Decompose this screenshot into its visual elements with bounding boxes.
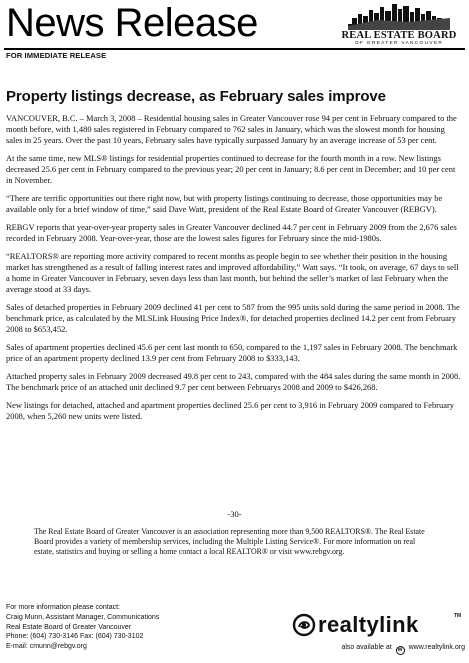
logo-name: REAL ESTATE BOARD xyxy=(341,30,457,41)
paragraph: At the same time, new MLS® listings for residential properties continued to decrease for the fourth month in a row. New listings decreased 25.6 per cent in February compared to the previous year; 20 per cent in January; 8.6 per cent in December; and 10 per cent in November. xyxy=(6,153,456,185)
end-marker: -30- xyxy=(227,509,242,519)
logo-subtitle: OF GREATER VANCOUVER xyxy=(354,41,444,46)
available-prefix: also available at xyxy=(341,644,392,651)
realtylink-logo xyxy=(292,613,462,639)
page-header xyxy=(0,0,469,62)
paragraph: New listings for detached, attached and apartment properties declined 25.6 per cent to 3,916 in February 2009 compared to February 2008, when 5,260 new units were listed. xyxy=(6,400,454,421)
contact-heading: For more information please contact: xyxy=(6,604,120,611)
paragraph: Attached property sales in February 2009 decreased 49.8 per cent to 243, compared with the 484 sales during the same month in 2008. The benchmark price of an attached unit declined 9.7 per cent between Februarys 2008 and 2009 to $426,268. xyxy=(6,371,461,392)
paragraph: VANCOUVER, B.C. – March 3, 2008 – Residential housing sales in Greater Vancouver rose 94 per cent in February compared to the month before, with 1,480 sales registered in February compared to 762 sales in January, which was the slowest month for housing sales in 25 years. Over the past 10 years, February sales have typically surpassed January by an average increase of 53 per cent. xyxy=(6,113,457,145)
available-url[interactable]: www.realtylink.org xyxy=(408,644,465,651)
news-release-title: News Release xyxy=(6,1,258,45)
contact-email: E-mail: cmunn@rebgv.org xyxy=(6,643,87,651)
skyline-logo-icon xyxy=(348,4,450,30)
rebgv-logo xyxy=(336,4,462,46)
release-label: FOR IMMEDIATE RELEASE xyxy=(6,51,107,60)
paragraph: “There are terrific opportunities out there right now, but with property listings continuing to decrease, those opportunities may be available only for a brief window of time,” said Dave Watt, president of the Real Estate Board of Greater Vancouver (REBGV). xyxy=(6,193,443,214)
web-icon: w xyxy=(396,646,405,655)
contact-phone: Phone: (604) 730-3146 Fax: (604) 730-3102 xyxy=(6,633,144,641)
realtylink-wordmark: realtylink xyxy=(318,612,419,637)
realtylink-swirl-icon xyxy=(292,613,316,637)
paragraph: REBGV reports that year-over-year property sales in Greater Vancouver declined 44.7 per cent in February 2009 from the 2,676 sales recorded in February 2008. Year-over-year, those are the lowest sales figures for February since the mid-1980s. xyxy=(6,222,457,243)
paragraph: “REALTORS® are reporting more activity compared to recent months as people begin to see whether their position in the housing market has strengthened as a result of falling interest rates and improved affordability,” Watt says. “It took, on average, 67 days to sell a home in Greater Vancouver in February, seven days less than last month, but behind the seller’s market of last February when the average stood at 33 days. xyxy=(6,251,459,294)
paragraph: Sales of apartment properties declined 45.6 per cent last month to 650, compared to the 1,197 sales in February 2008. The benchmark price of an apartment property declined 13.9 per cent from February 2008 to $333,143. xyxy=(6,342,458,363)
contact-name: Craig Munn, Assistant Manager, Communications xyxy=(6,613,160,621)
header-divider xyxy=(4,48,465,50)
contact-block xyxy=(6,603,226,652)
article-body xyxy=(6,113,463,429)
contact-org: Real Estate Board of Greater Vancouver xyxy=(6,623,132,631)
paragraph: Sales of detached properties in February 2009 declined 41 per cent to 587 from the 995 units sold during the same period in 2008. The benchmark price, as calculated by the MLSLink Housing Price Index®, for detached properties declined 14.2 per cent from February 2008 to $653,452. xyxy=(6,302,460,334)
about-board: The Real Estate Board of Greater Vancouver is an association representing more than 9,500 REALTORS®. The Real Estate Board provides a variety of membership services, including the Multiple Listing Service®. For more information on real estate, statistics and buying or selling a home contact a local REALTOR® or visit www.rebgv.org. xyxy=(34,527,425,557)
trademark-mark: TM xyxy=(454,613,462,619)
available-at xyxy=(300,644,465,655)
headline: Property listings decrease, as February sales improve xyxy=(6,88,386,105)
